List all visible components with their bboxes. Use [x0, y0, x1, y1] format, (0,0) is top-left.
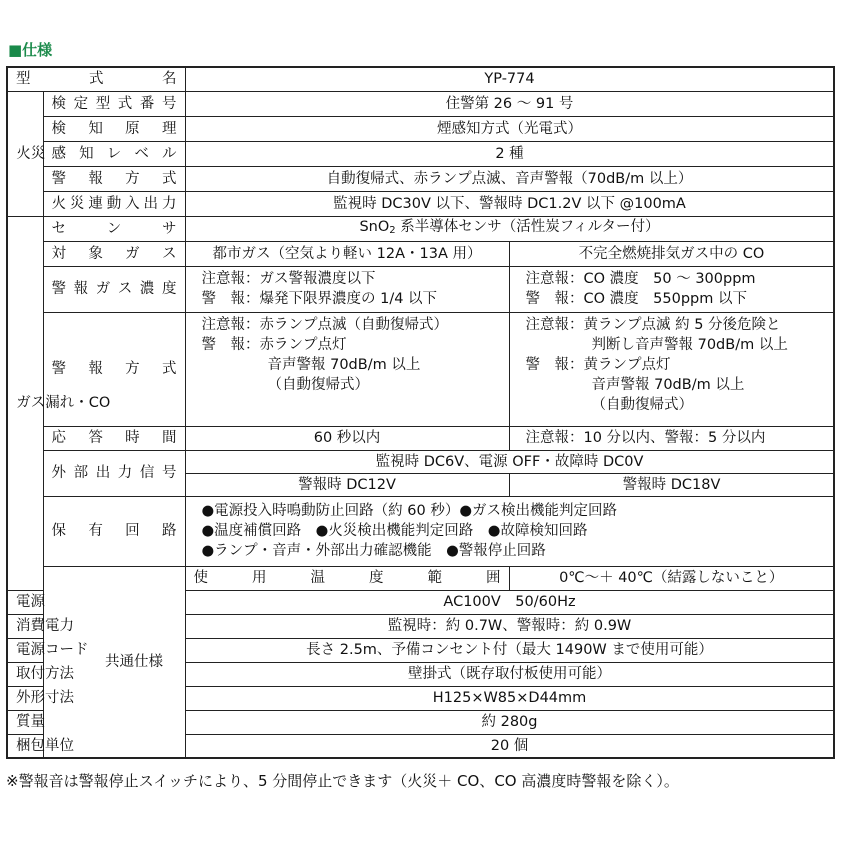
- method-co: [509, 312, 834, 426]
- protection-value: [185, 496, 834, 566]
- label-text: 警 報 方 式: [51, 170, 177, 187]
- concentration-co: [509, 266, 834, 312]
- footnote: ※警報音は警報停止スイッチにより、5 分間停止できます（火災＋ CO、CO 高濃度時警報を除く）。: [6, 772, 679, 790]
- spec-table: [6, 66, 835, 759]
- category-label: 共通仕様: [105, 653, 163, 670]
- table-row: [7, 450, 834, 473]
- row-label: [7, 662, 74, 686]
- row-value: 約 280g: [185, 710, 834, 734]
- sensor-post: 系半導体センサ（活性炭フィルター付）: [395, 218, 660, 235]
- row-value: 煙感知方式（光電式）: [185, 116, 834, 141]
- text-line: 音声警報 70dB/m 以上: [267, 356, 421, 373]
- text-line: 警 報：爆発下限界濃度の 1/4 以下: [201, 291, 438, 307]
- section-title-text: ■仕様: [8, 41, 53, 59]
- label-text: 保 有 回 路: [51, 523, 177, 539]
- row-label: [43, 166, 185, 191]
- label-text: 検 定 型 式 番 号: [51, 95, 177, 112]
- label-text: 質 量: [16, 714, 45, 730]
- table-row: [7, 266, 834, 312]
- label-text: 外 部 出 力 信 号: [51, 465, 177, 481]
- label-text: 警 報 ガ ス 濃 度: [51, 281, 177, 297]
- row-label: [185, 566, 509, 590]
- text-line: 注意報：黄ランプ点滅 約 5 分後危険と: [525, 316, 781, 333]
- row-label: [43, 241, 185, 266]
- category-fire: [7, 91, 46, 216]
- sensor-value: [185, 216, 834, 241]
- table-row: [7, 166, 834, 191]
- row-value: 監視時：約 0.7W、警報時：約 0.9W: [185, 614, 834, 638]
- table-row: [7, 426, 834, 450]
- category-label: ガス漏れ・CO: [16, 395, 111, 411]
- label-text: 警 報 方 式: [51, 361, 177, 377]
- model-label: 型 式 名: [16, 71, 177, 88]
- sensor-pre: SnO: [359, 218, 390, 235]
- output-city: 警報時 DC12V: [185, 473, 509, 496]
- text-line: （自動復帰式）: [591, 396, 693, 413]
- row-value: 長さ 2.5m、予備コンセント付（最大 1490W まで使用可能）: [185, 638, 834, 662]
- text-line: ●電源投入時鳴動防止回路（約 60 秒）●ガス検出機能判定回路: [201, 503, 617, 519]
- output-co: 警報時 DC18V: [509, 473, 834, 496]
- table-row: [7, 67, 834, 91]
- row-value: 0℃～＋ 40℃（結露しないこと）: [509, 566, 834, 590]
- label-text: 外 形 寸 法: [16, 690, 74, 706]
- row-value: 監視時 DC30V 以下、警報時 DC1.2V 以下 @100mA: [185, 191, 834, 216]
- table-row: [7, 191, 834, 216]
- row-label: [43, 266, 185, 312]
- row-value: 20 個: [185, 734, 834, 758]
- label-text: 取 付 方 法: [16, 666, 74, 682]
- category-gas: [7, 216, 111, 590]
- label-text: 対 象 ガ ス: [51, 245, 177, 262]
- row-label: [43, 496, 185, 566]
- text-line: ●ランプ・音声・外部出力確認機能 ●警報停止回路: [201, 543, 546, 559]
- label-text: 梱 包 単 位: [16, 737, 74, 754]
- row-label: [43, 91, 185, 116]
- response-co: 注意報：10 分以内、警報：5 分以内: [509, 426, 834, 450]
- row-value: 自動復帰式、赤ランプ点滅、音声警報（70dB/m 以上）: [185, 166, 834, 191]
- text-line: 注意報：赤ランプ点滅（自動復帰式）: [201, 316, 448, 333]
- category-common: [43, 566, 185, 758]
- table-row: [7, 141, 834, 166]
- label-text: 応 答 時 間: [51, 430, 177, 446]
- table-row: [7, 312, 834, 426]
- text-line: 注意報：CO 濃度 50 ～ 300ppm: [525, 271, 756, 287]
- row-value: AC100V 50/60Hz: [185, 590, 834, 614]
- text-line: ●温度補償回路 ●火災検出機能判定回路 ●故障検知回路: [201, 523, 588, 539]
- text-line: 警 報：赤ランプ点灯: [201, 336, 347, 353]
- text-line: （自動復帰式）: [267, 376, 369, 393]
- label-text: 使 用 温 度 範 囲: [193, 570, 501, 586]
- model-value: YP-774: [185, 67, 834, 91]
- text-line: 音声警報 70dB/m 以上: [591, 376, 745, 393]
- target-co: 不完全燃焼排気ガス中の CO: [509, 241, 834, 266]
- section-title: [8, 40, 52, 60]
- category-label: 火災: [16, 145, 46, 162]
- table-row: [7, 116, 834, 141]
- concentration-city: [185, 266, 509, 312]
- row-label: [7, 638, 89, 662]
- label-text: 火 災 連 動 入 出 力: [51, 195, 177, 212]
- text-line: 判断し音声警報 70dB/m 以上: [591, 336, 788, 353]
- row-label: [43, 426, 185, 450]
- label-text: 電 源: [16, 594, 45, 610]
- text-line: 注意報：ガス警報濃度以下: [201, 271, 376, 287]
- label-text: 電 源 コ ー ド: [16, 642, 89, 658]
- table-row: [7, 91, 834, 116]
- table-row: [7, 496, 834, 566]
- row-label: [7, 614, 74, 638]
- row-label: [43, 450, 185, 496]
- row-value: 2 種: [185, 141, 834, 166]
- method-city: [185, 312, 509, 426]
- output-shared: 監視時 DC6V、電源 OFF・故障時 DC0V: [185, 450, 834, 473]
- row-label: [7, 590, 43, 614]
- row-label: [7, 67, 185, 91]
- label-text: 感 知 レ ベ ル: [51, 145, 177, 162]
- sensor-sub: 2: [389, 224, 396, 236]
- row-label: [7, 686, 74, 710]
- row-label: [7, 734, 74, 758]
- row-label: [43, 116, 185, 141]
- text-line: 警 報：黄ランプ点灯: [525, 356, 671, 373]
- row-label: [43, 141, 185, 166]
- row-label: [43, 216, 185, 241]
- label-text: 検 知 原 理: [51, 120, 177, 137]
- table-row: [7, 241, 834, 266]
- row-value: H125×W85×D44mm: [185, 686, 834, 710]
- row-value: 壁掛式（既存取付板使用可能）: [185, 662, 834, 686]
- response-city: 60 秒以内: [185, 426, 509, 450]
- row-label: [43, 191, 185, 216]
- label-text: 消 費 電 力: [16, 618, 74, 634]
- row-value: 住警第 26 ～ 91 号: [185, 91, 834, 116]
- table-row: [7, 566, 834, 590]
- target-city: 都市ガス（空気より軽い 12A・13A 用）: [185, 241, 509, 266]
- table-row: [7, 216, 834, 241]
- text-line: 警 報：CO 濃度 550ppm 以下: [525, 291, 747, 307]
- label-text: セ ン サ: [51, 220, 177, 237]
- row-label: [7, 710, 43, 734]
